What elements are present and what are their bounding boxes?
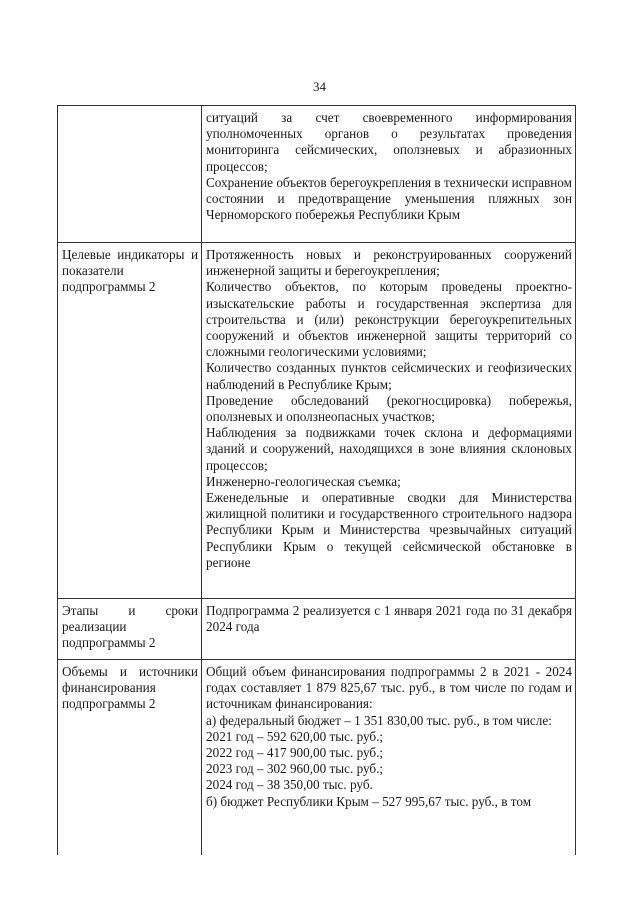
row-content <box>202 243 576 599</box>
paragraph: Общий объем финансирования подпрограммы 2 в 2021 - 2024 годах составляет 1 879 825,67 тыс. руб., в том числе по годам и источникам финансирования: <box>206 664 572 712</box>
row-content <box>202 660 576 856</box>
passport-table <box>57 105 576 855</box>
table-row <box>58 243 576 599</box>
paragraph: Сохранение объектов берегоукрепления в технически исправном состоянии и предотвращение уменьшения пляжных зон Черноморского побережья Республики Крым <box>206 174 572 223</box>
paragraph: ситуаций за счет своевременного информирования уполномоченных органов о результатах проведения мониторинга сейсмических, оползневых и абразионных процессов; <box>206 110 572 174</box>
row-content <box>202 106 576 243</box>
row-label <box>58 106 202 243</box>
paragraph: 2021 год – 592 620,00 тыс. руб.; <box>206 728 384 744</box>
paragraph: Еженедельные и оперативные сводки для Министерства жилищной политики и государственного строительного надзора Республики Крым и Министерства чрезвычайных ситуаций Республики Крым о текущей сейсмической обстановке в регионе <box>206 490 572 570</box>
row-label: Этапы и сроки реализации подпрограммы 2 <box>58 599 202 660</box>
paragraph: Протяженность новых и реконструированных сооружений инженерной защиты и берегоукрепления; <box>206 247 572 279</box>
paragraph: Подпрограмма 2 реализуется с 1 января 2021 года по 31 декабря 2024 года <box>206 603 572 635</box>
table-row <box>58 660 576 856</box>
paragraph: 2022 год – 417 900,00 тыс. руб.; <box>206 745 384 761</box>
paragraph: 2024 год – 38 350,00 тыс. руб. <box>206 777 373 793</box>
paragraph: б) бюджет Республики Крым – 527 995,67 тыс. руб., в том <box>206 793 532 809</box>
row-label: Целевые индикаторы и показатели подпрограммы 2 <box>58 243 202 599</box>
paragraph: Количество объектов, по которым проведены проектно-изыскательские работы и государственная экспертиза для строительства и (или) реконструкции берегоукрепительных сооружений и объектов инженерной защиты территорий со сложными геологическими условиями; <box>206 279 572 360</box>
paragraph: Проведение обследований (рекогносцировка) побережья, оползневых и оползнеопасных участков; <box>206 392 572 425</box>
page-number: 34 <box>313 79 326 94</box>
paragraph: а) федеральный бюджет – 1 351 830,00 тыс. руб., в том числе: <box>206 712 552 728</box>
paragraph: Инженерно-геологическая съемка; <box>206 473 401 489</box>
paragraph: Количество созданных пунктов сейсмических и геофизических наблюдений в Республике Крым; <box>206 360 572 392</box>
table-row <box>58 599 576 660</box>
row-content <box>202 599 576 660</box>
paragraph: Наблюдения за подвижками точек склона и деформациями зданий и сооружений, находящихся в зоне влияния склоновых процессов; <box>206 425 572 473</box>
row-label: Объемы и источники финансирования подпрограммы 2 <box>58 660 202 856</box>
paragraph: 2023 год – 302 960,00 тыс. руб.; <box>206 761 384 777</box>
table-row <box>58 106 576 243</box>
